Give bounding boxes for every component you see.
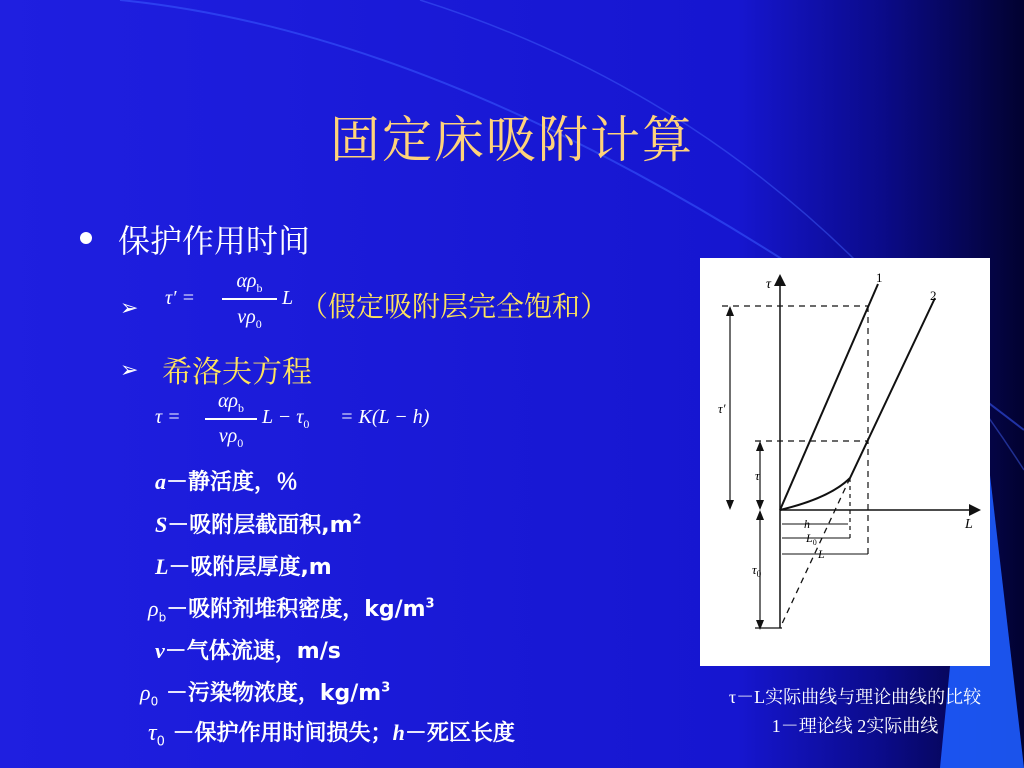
definition-a — [155, 465, 298, 496]
def-sup: 3 — [425, 596, 435, 612]
equation-numerator — [205, 390, 257, 416]
definition-s — [155, 508, 362, 539]
fraction-bar — [222, 298, 277, 300]
eq-rhs-a-text: L − τ — [262, 406, 304, 428]
tau-l-diagram — [700, 258, 990, 666]
def-sub: b — [158, 610, 167, 625]
definition-v — [155, 634, 341, 665]
def-symbol: ρ — [140, 680, 151, 705]
l0-sub: 0 — [812, 538, 817, 547]
fraction-bar — [205, 418, 257, 420]
def-sub: 0 — [156, 734, 165, 750]
tau0-sub: 0 — [756, 569, 762, 579]
slide-title: 固定床吸附计算 — [330, 111, 694, 169]
def-symbol: S — [155, 512, 168, 537]
l0-sym: L — [806, 531, 813, 545]
formula-num-text: αρ — [236, 270, 257, 292]
definition-tau-0 — [148, 716, 515, 749]
def-text: －吸附剂堆积密度，kg/m — [166, 597, 426, 622]
equation-rhs-a — [262, 406, 309, 432]
equation-rhs-b: = K(L − h) — [340, 406, 430, 428]
def-sup: 2 — [352, 512, 362, 528]
equation-lhs: τ = — [155, 406, 181, 428]
formula-den-sub: 0 — [255, 317, 262, 331]
formula-lhs: τ′ = — [165, 287, 196, 309]
x-axis-label: L — [965, 517, 973, 532]
definition-rho-b — [148, 592, 435, 624]
formula-denominator — [222, 306, 277, 332]
formula-numerator — [222, 270, 277, 296]
tau-label: τ — [755, 468, 760, 483]
def-text: －保护作用时间损失； — [172, 721, 393, 746]
tau-prime-label: τ′ — [718, 401, 726, 416]
def-symbol: L — [155, 554, 169, 579]
arrow-bullet-icon: ➢ — [120, 296, 139, 321]
figure-caption-line1: τ－L实际曲线与理论曲线的比较 — [728, 687, 982, 707]
def-text-2: －死区长度 — [404, 721, 515, 746]
formula-tau-prime — [165, 287, 195, 310]
l0-label — [805, 531, 817, 547]
definition-rho-0 — [140, 676, 390, 708]
formula-tail: L — [282, 287, 294, 309]
bullet-dot — [80, 232, 92, 244]
curve-1-theoretical — [780, 284, 878, 510]
eq-num-sub: b — [238, 401, 245, 415]
def-text: －气体流速，m/s — [164, 639, 341, 664]
tau-l-figure — [700, 258, 990, 666]
arrow-bullet-icon: ➢ — [120, 358, 139, 383]
h-label: h — [804, 517, 810, 531]
formula-num-sub: b — [256, 281, 263, 295]
definition-l — [155, 550, 332, 581]
bullet-heading: 保护作用时间 — [118, 222, 311, 260]
def-text: －污染物浓度，kg/m — [165, 681, 382, 706]
def-text: －静活度，％ — [166, 470, 299, 495]
def-symbol: ρ — [148, 596, 159, 621]
saturation-note: （假定吸附层完全饱和） — [300, 290, 609, 323]
eq-num-text: αρ — [217, 390, 239, 412]
formula-den-text: vρ — [237, 306, 256, 328]
def-sub: 0 — [150, 694, 159, 709]
tau0-sym: τ — [752, 562, 757, 577]
curve-2-label: 2 — [930, 288, 937, 303]
l-dim-label: L — [818, 547, 825, 561]
equation-denominator — [205, 425, 257, 451]
eq-den-sub: 0 — [237, 436, 244, 450]
curve-1-label: 1 — [876, 270, 883, 285]
curve-2-extension — [780, 478, 850, 628]
def-symbol-2: h — [392, 720, 405, 745]
y-axis-label: τ — [766, 277, 772, 292]
def-symbol: a — [155, 469, 166, 494]
eq-den-text: vρ — [218, 425, 238, 447]
shilov-equation-label: 希洛夫方程 — [162, 355, 312, 390]
def-symbol: τ — [148, 720, 157, 746]
def-text: －吸附层截面积,m — [167, 513, 353, 538]
figure-caption-line2: 1－理论线 2实际曲线 — [771, 716, 939, 736]
def-symbol: v — [155, 638, 165, 663]
def-text: －吸附层厚度,m — [168, 555, 332, 580]
eq-rhs-a-sub: 0 — [303, 417, 310, 431]
def-sup: 3 — [381, 680, 391, 696]
